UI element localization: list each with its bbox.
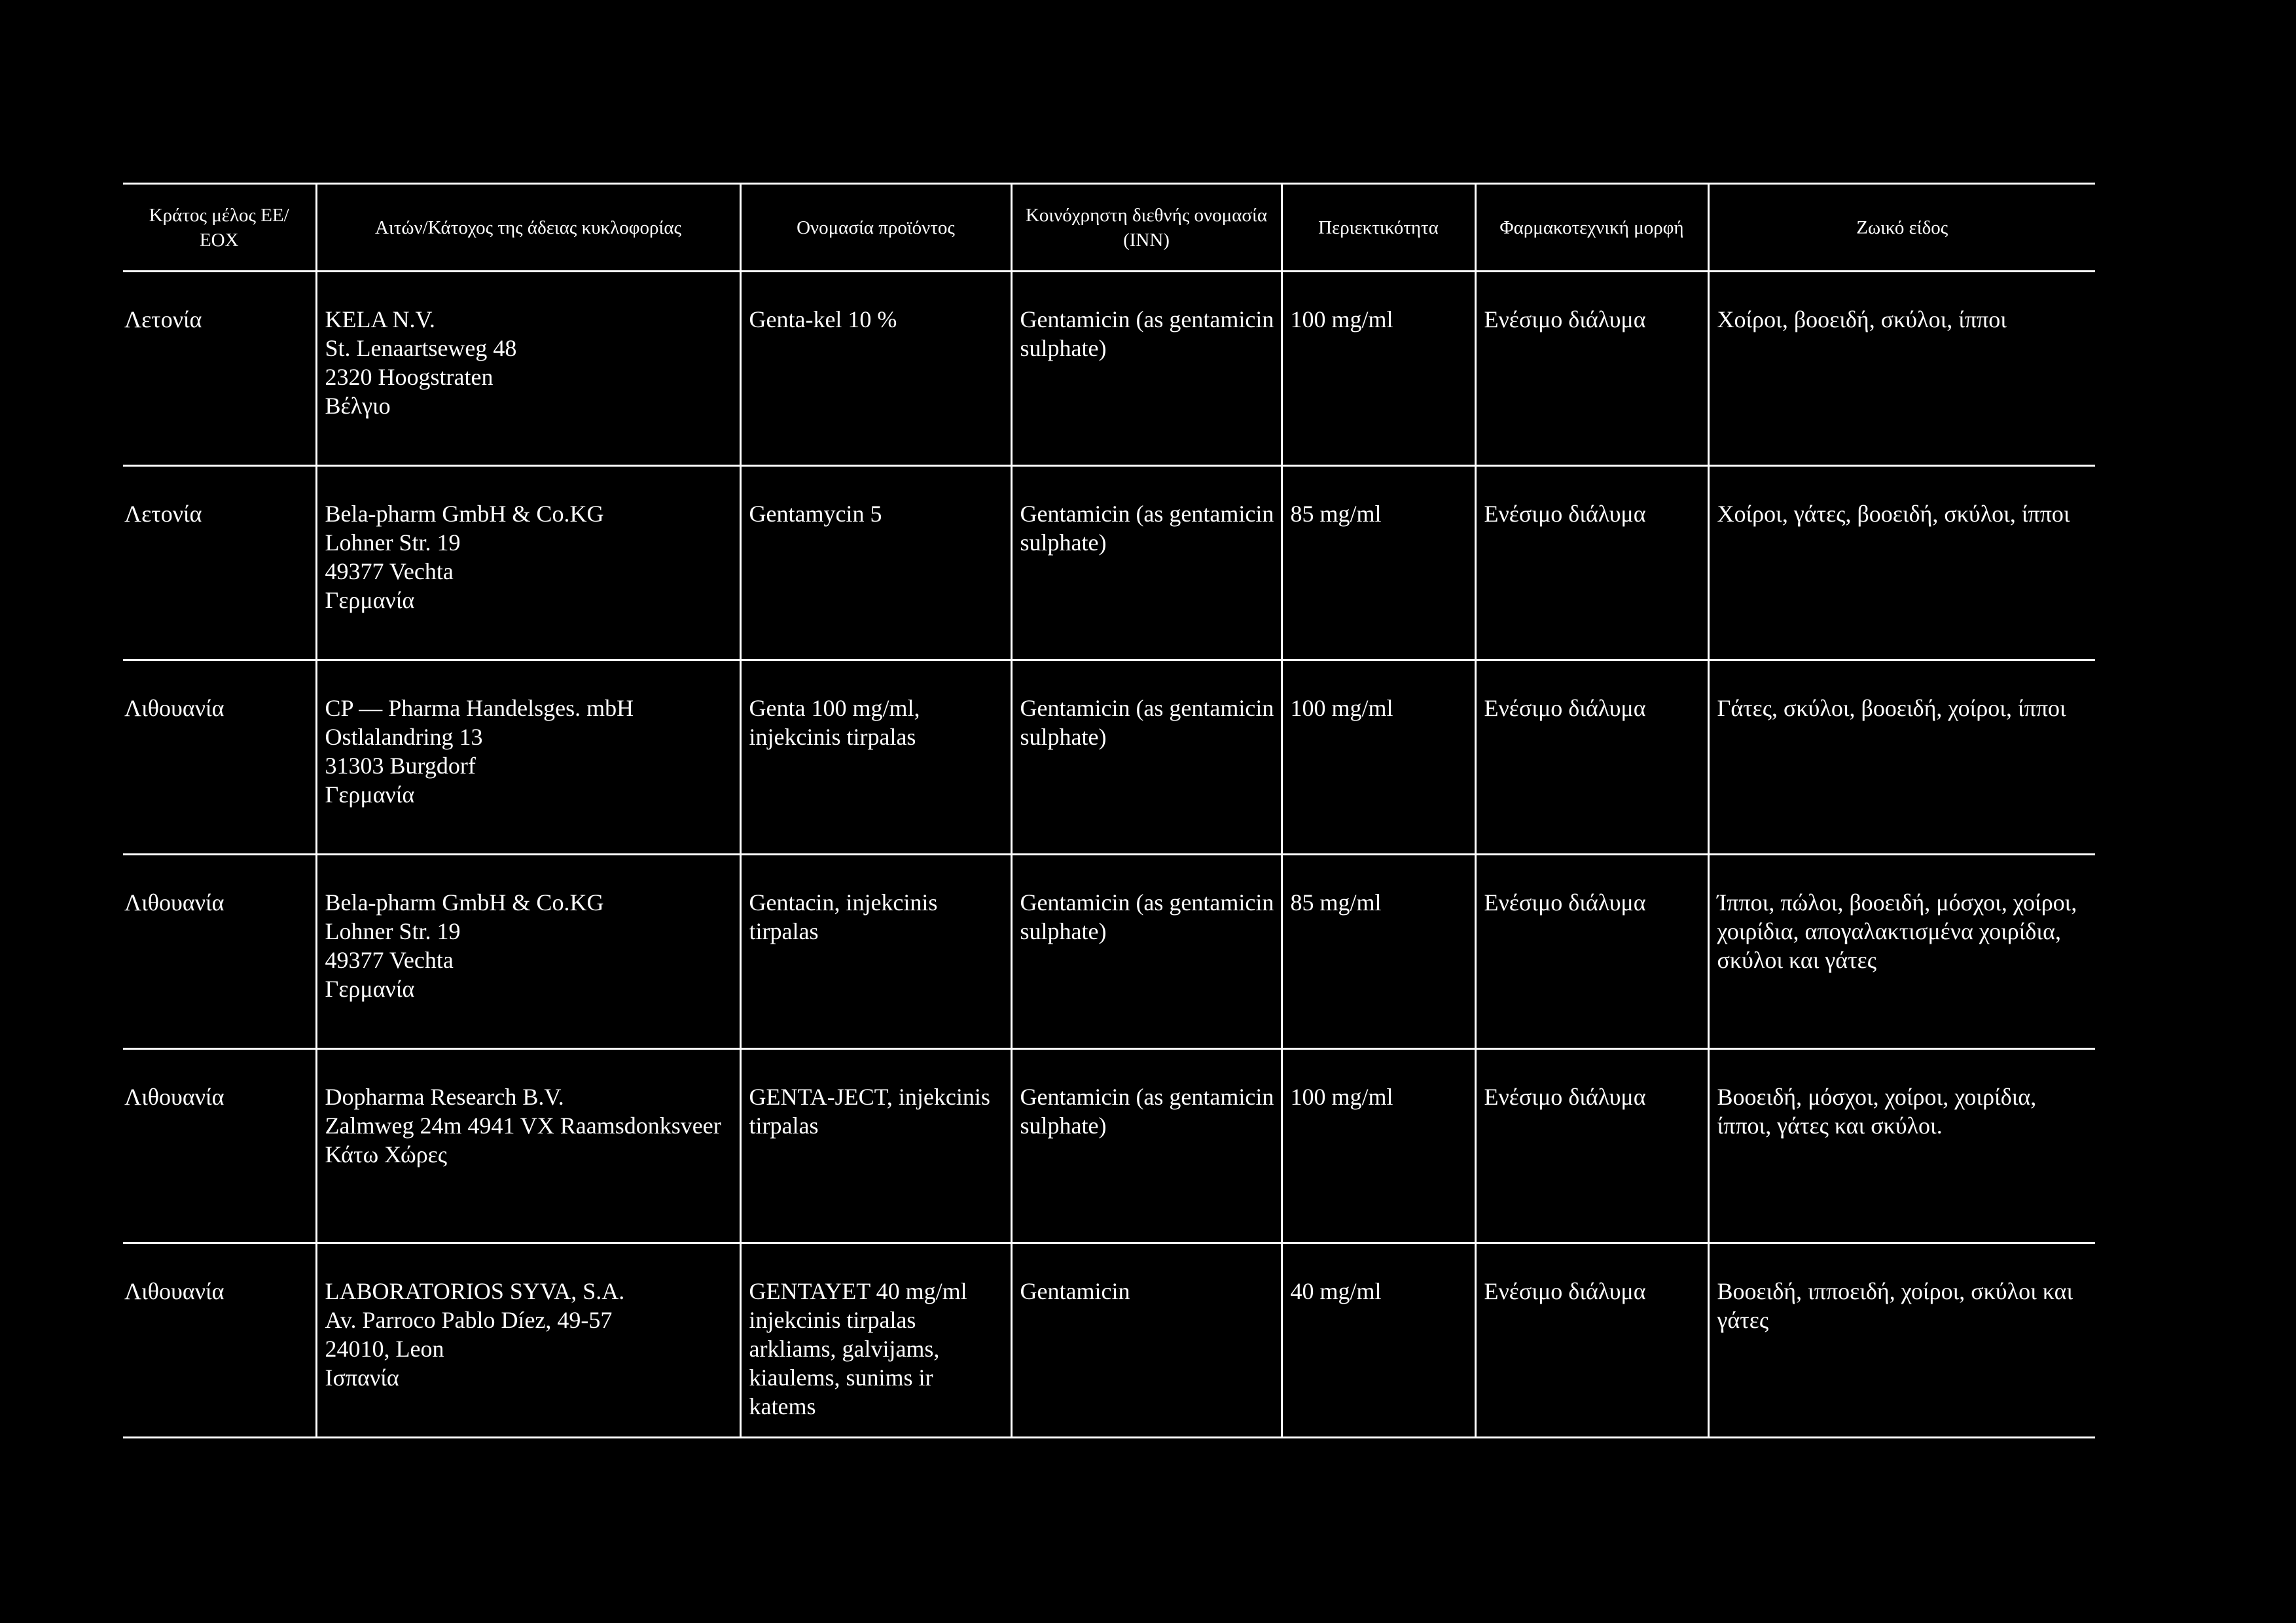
header-strength: Περιεκτικότητα: [1282, 184, 1475, 272]
header-product-name: Ονομασία προϊόντος: [740, 184, 1011, 272]
holder-line: Γερμανία: [325, 587, 415, 613]
cell-strength: 40 mg/ml: [1282, 1243, 1475, 1438]
holder-line: CP — Pharma Handelsges. mbH: [325, 695, 634, 721]
cell-member-state: Λιθουανία: [123, 660, 316, 855]
cell-strength: 85 mg/ml: [1282, 466, 1475, 660]
header-pharmaceutical-form: Φαρμακοτεχνική μορφή: [1475, 184, 1708, 272]
table-header-row: [123, 184, 2095, 272]
cell-animal-species: Βοοειδή, ιπποειδή, χοίροι, σκύλοι και γάτες: [1708, 1243, 2095, 1438]
cell-pharmaceutical-form: Ενέσιμο διάλυμα: [1475, 660, 1708, 855]
cell-pharmaceutical-form: Ενέσιμο διάλυμα: [1475, 272, 1708, 466]
cell-strength: 100 mg/ml: [1282, 1049, 1475, 1243]
holder-line: 24010, Leon: [325, 1336, 444, 1362]
header-inn: Κοινόχρηστη διεθνής ονομασία (INN): [1011, 184, 1282, 272]
cell-strength: 100 mg/ml: [1282, 272, 1475, 466]
cell-holder: [316, 1049, 740, 1243]
cell-inn: Gentamicin: [1011, 1243, 1282, 1438]
holder-line: Dopharma Research B.V.: [325, 1084, 564, 1110]
holder-line: Zalmweg 24m 4941 VX Raamsdonksveer: [325, 1113, 721, 1139]
holder-line: LABORATORIOS SYVA, S.A.: [325, 1278, 625, 1304]
cell-product-name: GENTAYET 40 mg/ml injekcinis tirpalas arkliams, galvijams, kiaulems, sunims ir katems: [740, 1243, 1011, 1438]
cell-product-name: Gentacin, injekcinis tirpalas: [740, 855, 1011, 1049]
table-row: [123, 466, 2095, 660]
cell-member-state: Λιθουανία: [123, 855, 316, 1049]
holder-line: Κάτω Χώρες: [325, 1141, 448, 1168]
cell-strength: 100 mg/ml: [1282, 660, 1475, 855]
header-member-state: Κράτος μέλος ΕΕ/ΕΟΧ: [123, 184, 316, 272]
header-holder: Αιτών/Κάτοχος της άδειας κυκλοφορίας: [316, 184, 740, 272]
cell-inn: Gentamicin (as gentamicin sulphate): [1011, 466, 1282, 660]
holder-line: 49377 Vechta: [325, 558, 454, 584]
holder-line: Γερμανία: [325, 976, 415, 1002]
holder-line: St. Lenaartseweg 48: [325, 335, 517, 361]
cell-holder: [316, 1243, 740, 1438]
cell-holder: [316, 855, 740, 1049]
cell-animal-species: Ίπποι, πώλοι, βοοειδή, μόσχοι, χοίροι, χοιρίδια, απογαλακτισμένα χοιρίδια, σκύλοι και γάτες: [1708, 855, 2095, 1049]
cell-product-name: GENTA-JECT, injekcinis tirpalas: [740, 1049, 1011, 1243]
cell-product-name: Genta-kel 10 %: [740, 272, 1011, 466]
cell-inn: Gentamicin (as gentamicin sulphate): [1011, 855, 1282, 1049]
cell-strength: 85 mg/ml: [1282, 855, 1475, 1049]
holder-line: Lohner Str. 19: [325, 529, 461, 556]
cell-animal-species: Γάτες, σκύλοι, βοοειδή, χοίροι, ίπποι: [1708, 660, 2095, 855]
cell-product-name: Gentamycin 5: [740, 466, 1011, 660]
product-table: [123, 183, 2095, 1438]
cell-inn: Gentamicin (as gentamicin sulphate): [1011, 272, 1282, 466]
holder-line: Bela-pharm GmbH & Co.KG: [325, 501, 604, 527]
cell-holder: [316, 660, 740, 855]
cell-inn: Gentamicin (as gentamicin sulphate): [1011, 660, 1282, 855]
cell-member-state: Λετονία: [123, 466, 316, 660]
cell-animal-species: Χοίροι, βοοειδή, σκύλοι, ίπποι: [1708, 272, 2095, 466]
holder-line: 49377 Vechta: [325, 947, 454, 973]
cell-inn: Gentamicin (as gentamicin sulphate): [1011, 1049, 1282, 1243]
cell-pharmaceutical-form: Ενέσιμο διάλυμα: [1475, 1243, 1708, 1438]
cell-product-name: Genta 100 mg/ml, injekcinis tirpalas: [740, 660, 1011, 855]
cell-holder: [316, 466, 740, 660]
cell-animal-species: Βοοειδή, μόσχοι, χοίροι, χοιρίδια, ίπποι, γάτες και σκύλοι.: [1708, 1049, 2095, 1243]
holder-line: Ισπανία: [325, 1364, 399, 1391]
authorisation-table-sheet: [123, 183, 2095, 1438]
table-row: [123, 1243, 2095, 1438]
holder-line: KELA N.V.: [325, 306, 435, 332]
header-animal-species: Ζωικό είδος: [1708, 184, 2095, 272]
table-row: [123, 855, 2095, 1049]
holder-line: Lohner Str. 19: [325, 918, 461, 944]
table-row: [123, 272, 2095, 466]
cell-member-state: Λιθουανία: [123, 1049, 316, 1243]
holder-line: 2320 Hoogstraten: [325, 364, 493, 390]
holder-line: Γερμανία: [325, 781, 415, 808]
holder-line: Bela-pharm GmbH & Co.KG: [325, 889, 604, 916]
cell-pharmaceutical-form: Ενέσιμο διάλυμα: [1475, 466, 1708, 660]
holder-line: 31303 Burgdorf: [325, 753, 476, 779]
cell-member-state: Λετονία: [123, 272, 316, 466]
cell-holder: [316, 272, 740, 466]
holder-line: Av. Parroco Pablo Díez, 49-57: [325, 1307, 613, 1333]
table-row: [123, 660, 2095, 855]
cell-animal-species: Χοίροι, γάτες, βοοειδή, σκύλοι, ίπποι: [1708, 466, 2095, 660]
holder-line: Βέλγιο: [325, 393, 391, 419]
holder-line: Ostlalandring 13: [325, 724, 483, 750]
cell-pharmaceutical-form: Ενέσιμο διάλυμα: [1475, 855, 1708, 1049]
cell-member-state: Λιθουανία: [123, 1243, 316, 1438]
cell-pharmaceutical-form: Ενέσιμο διάλυμα: [1475, 1049, 1708, 1243]
table-row: [123, 1049, 2095, 1243]
